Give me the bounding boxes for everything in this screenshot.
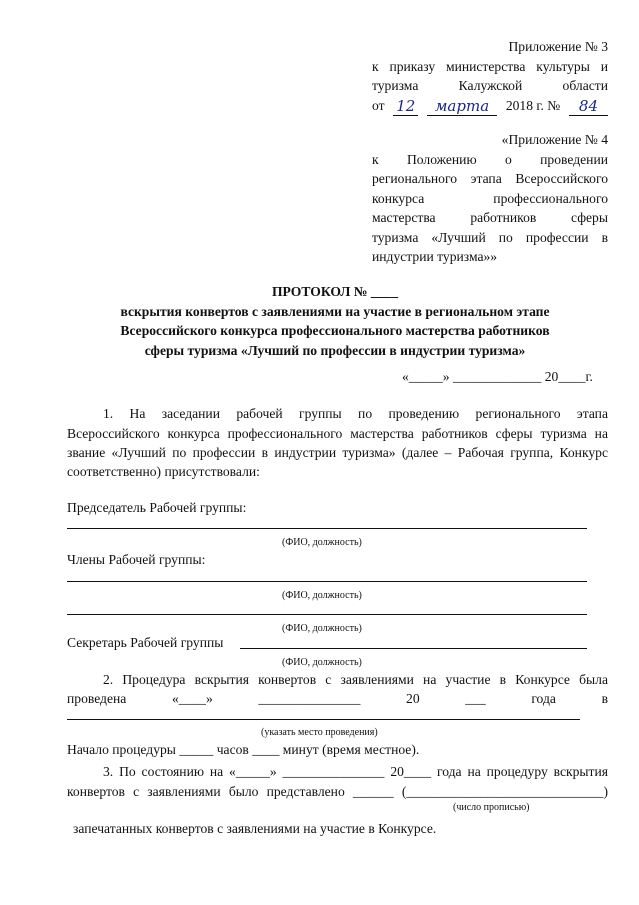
appendix-4-line6: туризма «Лучший по профессии в (372, 229, 608, 245)
order-year: 2018 г. № (505, 97, 561, 113)
para1-line3: звание «Лучший по профессии в индустрии туризма» (далее – Рабочая группа, Конкурс (67, 445, 608, 460)
secretary-signature-line (240, 648, 587, 649)
members-label: Члены Рабочей группы: (67, 552, 206, 567)
appendix-3-line3: туризма Калужской области (372, 78, 608, 93)
para2-line3: Начало процедуры _____ часов ____ минут (время местное). (67, 742, 420, 757)
chair-label: Председатель Рабочей группы: (67, 500, 247, 515)
member1-signature-line (67, 581, 587, 582)
appendix-4-line3: регионального этапа Всероссийского (372, 171, 608, 186)
title-line-4: сферы туризма «Лучший по профессии в индустрии туризма» (144, 342, 526, 358)
secretary-fio-caption: (ФИО, должность) (282, 657, 362, 668)
para3-line2: конвертов с заявлениями было представлено ______ (_____________________________) (67, 784, 608, 799)
handwritten-number: 84 (569, 97, 608, 117)
title-line-3: Всероссийского конкурса профессионального мастерства работников (120, 323, 550, 338)
para3-line3: запечатанных конвертов с заявлениями на участие в Конкурсе. (73, 821, 437, 836)
protocol-date-line: «_____» _____________ 20____г. (402, 369, 593, 384)
para1-line1: 1. На заседании рабочей группы по проведению регионального этапа (103, 406, 608, 421)
member1-fio-caption: (ФИО, должность) (282, 590, 362, 601)
member2-fio-caption: (ФИО, должность) (282, 623, 362, 634)
appendix-4-line7: индустрии туризма»» (372, 249, 498, 264)
appendix-3-title: Приложение № 3 (508, 39, 608, 54)
title-line-2: вскрытия конвертов с заявлениями на участие в региональном этапе (120, 303, 550, 319)
appendix-4-line5: мастерства работников сферы (372, 210, 608, 225)
order-date-line (372, 97, 608, 117)
number-words-caption: (число прописью) (453, 802, 530, 813)
place-line (67, 719, 580, 720)
appendix-4-title: «Приложение № 4 (501, 132, 608, 147)
appendix-4-block (372, 131, 608, 268)
appendix-3-line2: к приказу министерства культуры и (372, 58, 608, 74)
appendix-3-block (372, 38, 608, 116)
para3-line1: 3. По состоянию на «_____» _______________ 20____ года на процедуру вскрытия (103, 764, 608, 779)
para1-line2: Всероссийского конкурса профессионального мастерства работников сферы туризма на (67, 426, 608, 441)
handwritten-month: марта (427, 97, 497, 117)
title-line-1: ПРОТОКОЛ № ____ (271, 284, 399, 299)
appendix-4-line4: конкурса профессионального (372, 190, 608, 206)
handwritten-day: 12 (393, 97, 418, 117)
chair-fio-caption: (ФИО, должность) (282, 537, 362, 548)
prefix-ot: от (372, 97, 385, 113)
para1-line4: соответственно) присутствовали: (67, 464, 260, 479)
secretary-label: Секретарь Рабочей группы (67, 635, 224, 650)
member2-signature-line (67, 614, 587, 615)
para2-line1: 2. Процедура вскрытия конвертов с заявлениями на участие в Конкурсе была (103, 672, 608, 687)
para2-line2: проведена «____» _______________ 20 ___ года в (67, 691, 608, 706)
document-title (60, 283, 610, 361)
appendix-4-line2: к Положению о проведении (372, 151, 608, 167)
chair-signature-line (67, 528, 587, 529)
place-caption: (указать место проведения) (261, 727, 378, 738)
